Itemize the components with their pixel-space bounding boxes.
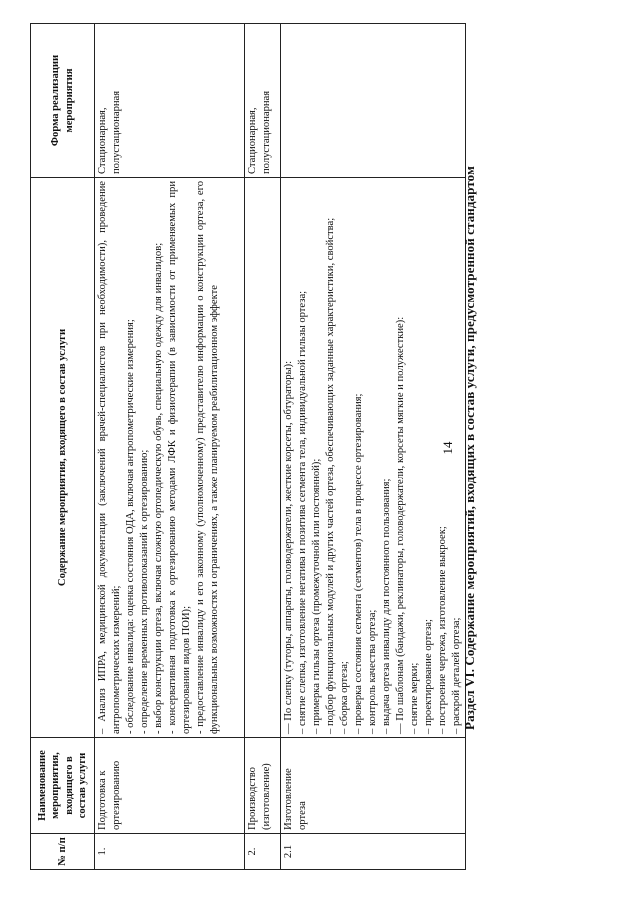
row-content xyxy=(281,178,466,738)
list-item: - выбор конструкции ортеза, включая сложную ортопедическую обувь, специальную одежду для инвалидов; xyxy=(152,242,164,734)
list-item: – сборка ортеза; xyxy=(338,661,350,734)
list-item: – построение чертежа, изготовление выкроек; xyxy=(436,526,448,734)
row-name: Изготовление ортеза xyxy=(281,738,466,834)
page-number: 14 xyxy=(440,441,455,455)
list-item: – проектирование ортеза; xyxy=(422,619,434,734)
table-row xyxy=(281,24,466,870)
row-content xyxy=(95,178,245,738)
list-item: – снятие слепка, изготовление негатива и позитива сегмента тела, индивидуальной гильзы ортеза; xyxy=(296,290,308,734)
list-item: – примерка гильзы ортеза (промежуточной или постоянной); xyxy=(310,458,322,734)
list-item: – проверка состояния сегмента (сегментов) тела в процессе ортезирования; xyxy=(352,393,364,734)
list-item: – выдача ортеза инвалиду для постоянного пользования; xyxy=(380,478,392,734)
list-item: – подбор функциональных модулей и других частей ортеза, обеспечивающих заданные характеристики, свойства; xyxy=(324,217,336,734)
services-table xyxy=(30,23,466,870)
header-content: Содержание мероприятия, входящего в состав услуги xyxy=(31,178,95,738)
row-number: 1. xyxy=(95,834,245,870)
list-item: - определение временных противопоказаний к ортезированию; xyxy=(138,449,150,734)
list-item: – снятие мерки; xyxy=(408,662,420,734)
list-item: – Анализ ИПРА, медицинской документации (заключений врачей-специалистов при необходимости), проведение антропометрических измерений; xyxy=(97,181,122,734)
table-header-row xyxy=(31,24,95,870)
list-item: - предоставление инвалиду и его законному (уполномоченному) представителю информации о конструкции ортеза, его функциональных возможностях и ограничениях, а также планируемом реабилитационном эффекте xyxy=(194,181,220,734)
row-number: 2. xyxy=(245,834,281,870)
rotated-content xyxy=(30,18,630,878)
row-content xyxy=(245,178,281,738)
section-title: Раздел VI. Содержание мероприятий, входящих в состав услуги, предусмотренной стандартом xyxy=(462,166,477,730)
header-number: № п/п xyxy=(31,834,95,870)
row-form: Стационарная, полустационарная xyxy=(245,24,281,178)
row-name: Производство (изготовление) xyxy=(245,738,281,834)
row-number: 2.1 xyxy=(281,834,466,870)
list-item: - консервативная подготовка к ортезированию методами ЛФК и физиотерапии (в зависимости от применяемых при ортезировании видов ПОИ); xyxy=(166,181,192,734)
row-form: Стационарная, полустационарная xyxy=(95,24,245,178)
header-form: Форма реализации мероприятия xyxy=(31,24,95,178)
row-name: Подготовка к ортезированию xyxy=(95,738,245,834)
list-item: — По шаблонам (бандажи, реклинаторы, головодержатели, корсеты мягкие и полужесткие): xyxy=(394,316,406,734)
list-item: – контроль качества ортеза; xyxy=(366,609,378,734)
table-row xyxy=(245,24,281,870)
list-item: - обследование инвалида: оценка состояния ОДА, включая антропометрические измерения; xyxy=(124,319,136,734)
list-item: – раскрой деталей ортеза; xyxy=(450,617,462,734)
row-form xyxy=(281,24,466,178)
list-item: — По слепку (туторы, аппараты, головодержатели, жесткие корсеты, обтураторы): xyxy=(283,360,294,734)
table-row xyxy=(95,24,245,870)
header-name: Наименование мероприятия, входящего в состав услуги xyxy=(31,738,95,834)
